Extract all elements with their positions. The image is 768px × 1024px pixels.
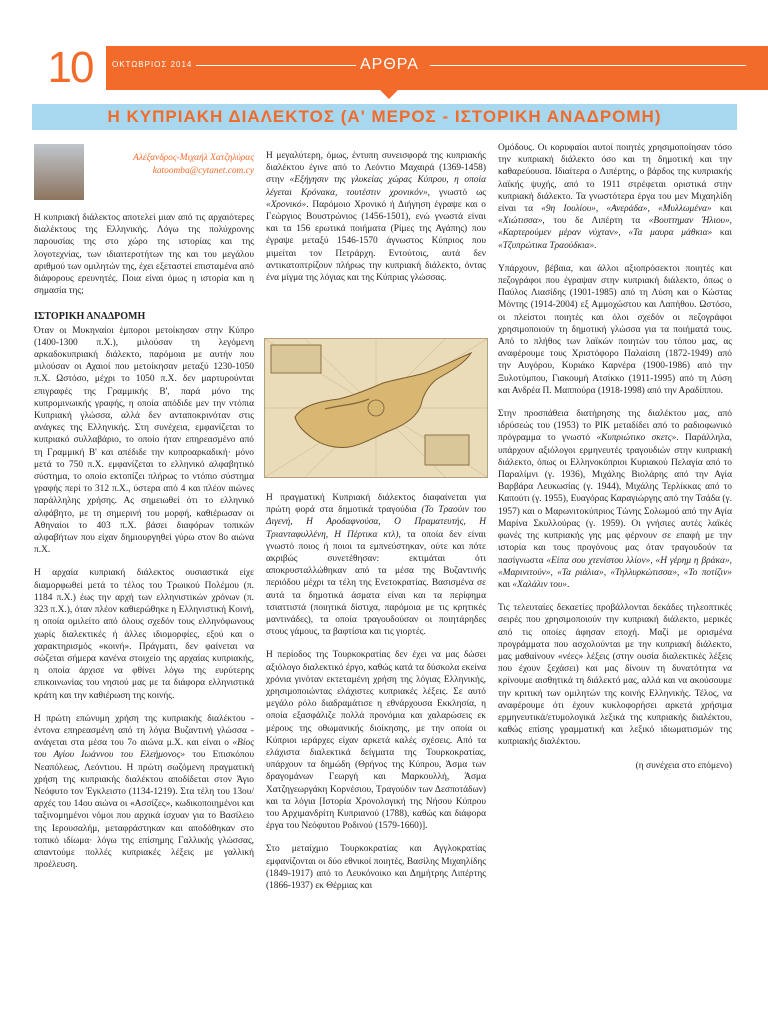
paragraph: Η πραγματική Κυπριακή διάλεκτος διαφαίνεται για πρώτη φορά στα δημοτικά τραγούδια (Το Τραούιν του Διγενή, Η Αροδαφνούσα, Ο Πραματευτής, Η Τριανταφυλλένη, Η Πέρτικα κτλ), τα οποία δεν είναι γνωστό ποιος ή ποιοι τα εμπνεύστηκαν, ούτε και πότε ακριβώς συνετέθησαν: εκτιμάται ότι αποκρυσταλλώθηκαν από τα μέσα της Βυζαντινής περιόδου μέχρι τα τέλη της Ενετοκρατίας. Βασισμένα σε αυτά τα δημοτικά άσματα είναι και τα περίφημα τσιαττιστά (ποιητικά δίστιχα, παρόμοια με τις κρητικές μαντινάδες), τα οποία τραγουδούσαν οι ποιητάρηδες στους γάμους, τα βαφτίσια και τις γιορτές.: [266, 493, 486, 638]
author-email[interactable]: katoomba@cytanet.com.cy: [152, 166, 254, 176]
column-2: [266, 150, 486, 892]
article-title: Η ΚΥΠΡΙΑΚΗ ΔΙΑΛΕΚΤΟΣ (Α' ΜΕΡΟΣ - ΙΣΤΟΡΙΚΗ ΑΝΑΔΡΟΜΗ): [107, 107, 662, 126]
header-rule-right: [430, 65, 746, 66]
subheading: ΙΣΤΟΡΙΚΗ ΑΝΑΔΡΟΜΗ: [34, 311, 146, 323]
header-rule-left: [196, 65, 356, 66]
historic-map-of-cyprus: [264, 338, 488, 478]
paragraph: Όταν οι Μυκηναίοι έμποροι μετοίκησαν στην Κύπρο (1400-1300 π.Χ.), μιλούσαν τη λεγόμενη αρκαδοκυπριακή διάλεκτο, παρόμοια με αυτήν που μιλούσαν οι Αχαιοί που μετοίκησαν μεταξύ 1230-1050 π.Χ. Ωστόσο, μέχρι το 1050 π.Χ. δεν μαρτυρούνται επιγραφές της Γραμμικής Β', παρά μόνο της κυπρομινωικής γραφής, η οποία απόδιδε μεν την ντόπια Κυπριακή γλώσσα, αλλά δεν ανταποκρινόταν στις ανάγκες της Ελληνικής. Στη συνέχεια, εμφανίζεται το κυπριακό συλλαβάριο, το οποίο ήταν επηρεασμένο από τη Γραμμική Β' και απέδιδε την κυπροαρκαδική· μόνο μετά το 750 π.Χ. εμφανίζεται το ελληνικό αλφαβητικό σύστημα, το οποίο εκτοπίζει πλήρως το ντόπιο σύστημα γραφής περί το 312 π.Χ., ύστερα από 4 και πλέον αιώνες παράλληλης χρήσης. Ας σημειωθεί ότι το ελληνικό αλφάβητο, με τη σημερινή του μορφή, καθιέρωσαν οι Αθηναίοι το 403 π.Χ. βάσει διαφόρων τοπικών αλφαβήτων που είχαν δημιουργηθεί γύρω στον 8ο αιώνα π.Χ.: [34, 325, 254, 556]
paragraph: Υπάρχουν, βέβαια, και άλλοι αξιοπρόσεκτοι ποιητές και πεζογράφοι που έγραψαν στην κυπριακή διάλεκτο, όπως ο Παύλος Λιασίδης (1901-1985) από τη Λύση και ο Κώστας Μόντης (1914-2004) εξ Αμμοχώστου και Λαπήθου. Ωστόσο, οι πλείστοι ποιητές και όλοι σχεδόν οι πεζογράφοι χρησιμοποιούν τη δημοτική γλώσσα για τα ποιήματά τους. Από το πλήθος των λαϊκών ποιητών του τόπου μας, ας αναφέρουμε τους Χριστόφορο Παλαίσιη (1872-1949) από την Αυγόρου, Κυριάκο Καρνέρα (1900-1986) από την Ξυλοτύμπου, Γιακουμή Ατσίκκο (1911-1995) από τη Λύση και Ανδρέα Π. Μαππούρα (1918-1998) από την Αραδίππου.: [498, 263, 732, 396]
section-label: ΑΡΘΡΑ: [360, 56, 419, 73]
intro-paragraph: Η κυπριακή διάλεκτος αποτελεί μιαν από τις αρχαιότερες διαλέκτους της Ελληνικής. Λόγω της πολύχρονης παρουσίας της στο χώρο της ιστορίας και της λογοτεχνίας, των ιδιαιτεροτήτων της και του μεγάλου αριθμού των ομιλητών της, έχει εξεταστεί επισταμένα από διάφορους ερευνητές. Ποια είναι όμως η ιστορία και η σημασία της;: [34, 213, 254, 297]
column-2-lower: [266, 492, 486, 903]
paragraph: Η αρχαία κυπριακή διάλεκτος ουσιαστικά είχε διαμορφωθεί μετά το τέλος του Τρωικού Πολέμου (π. 1184 π.Χ.) έως την αρχή των ελληνιστικών χρόνων (π. 323 π.Χ.), όταν πλέον καθιερώθηκε η Ελληνιστική Κοινή, η οποία ομιλείτο από όλους σχεδόν τους ελληνόφωνους χωρίς διαλεκτικές ή άλλες ιδιομορφίες, εξού και ο χαρακτηρισμός «κοινή». Πράγματι, δεν φαίνεται να σώζεται σήμερα κανένα στοιχείο της αρχαίας κυπριακής, η οποία άρχισε να φθίνει λόγω της ευρύτερης επικοινωνίας του νησιού μας με τα διάφορα ελληνιστικά κράτη και την καθιέρωση της κοινής.: [34, 568, 254, 701]
column-1: [34, 150, 254, 882]
paragraph: Η περίοδος της Τουρκοκρατίας δεν έχει να μας δώσει αξιόλογο διαλεκτικό έργο, καθώς κατά τα δύσκολα εκείνα χρόνια γινόταν εκτεταμένη χρήση της λόγιας Ελληνικής, χρησιμοποιώντας ελάχιστες κυπριακές λέξεις. Σε αυτό μεγάλο ρόλο διαδραμάτισε η εθνάρχουσα Εκκλησία, η οποία εξασφάλιζε πολλά προνόμια και χαλαρώσεις εκ μέρους της οθωμανικής διοίκησης, με την οποία οι Κύπριοι ιεράρχες είχαν αρκετά καλές σχέσεις. Από τα ελάχιστα διαλεκτικά δείγματα της Τουρκοκρατίας, υπάρχουν τα δημώδη (Θρήνος της Κύπρου, Άσμα των δραγομάνων Γεωργή και Μαρκουλλή, Άσμα Χατζηγεωργάκη Κορνέσιου, Τραγούδιν των Δεσποτάδων) και τα λόγια [Ιστορία Χρονολογική της Νήσου Κύπρου του Αρχιμανδρίτη Κυπριανού (1788), καθώς και διάφορα έργα του Νεόφυτου Ροδινού (1579-1660)].: [266, 650, 486, 832]
header-band: [106, 46, 768, 90]
continued-note: (η συνέχεια στο επόμενο): [635, 760, 732, 771]
issue-date: ΟΚΤΩΒΡΙΟΣ 2014: [112, 60, 193, 69]
author-name: Αλέξανδρος-Μιχαήλ Χατζηλύρας: [133, 153, 254, 163]
header-notch: [380, 90, 398, 99]
author-photo: [34, 144, 84, 200]
paragraph: Στο μεταίχμιο Τουρκοκρατίας και Αγγλοκρατίας εμφανίζονται οι δύο εθνικοί ποιητές, Βασίλης Μιχαηλίδης (1849-1917) από το Λευκόνοικο και Δημήτρης Λιπέρτης (1866-1937) εκ Θέρμιας και: [266, 844, 486, 892]
column-3: [498, 142, 732, 783]
paragraph: Ομόδους. Οι κορυφαίοι αυτοί ποιητές χρησιμοποίησαν τόσο την κυπριακή διάλεκτο όσο και τη δημοτική και την καθαρεύουσα. Ιδιαίτερα ο Λιπέρτης, ο βάρδος της κυπριακής λαϊκής ψυχής, από το 1911 στρέφεται οριστικά στην κυπριακή διάλεκτο. Τα γνωστότερα έργα του μεν Μιχαηλίδη είναι τα «9η Ιουλίου», «Ανεράδα», «Μυλλωμένα» και «Χιώτισσα», του δε Λιπέρτη τα «Βουττημαν Ήλιου», «Καρτερούμεν μέραν νύχταν», «Τα μαυρα μάθκια» και «Τζυπρώτικα Τραούδκια».: [498, 143, 733, 251]
paragraph: Τις τελευταίες δεκαετίες προβάλλονται δεκάδες τηλεοπτικές σειρές που χρησιμοποιούν την κυπριακή διάλεκτο, μερικές από τις οποίες άφησαν εποχή. Μαζί με ορισμένα προγράμματα που ασχολούνται με την κυπριακή διάλεκτο, μας μαθαίνουν «νέες» λέξεις (στην ουσία διαλεκτικές λέξεις που έχουν ξεχάσει) και μας δίνουν τη δυνατότητα να κρίνουμε αισθητικά τη διάλεκτό μας, αλλά και να ακούσουμε την κριτική των ομιλητών της κοινής Ελληνικής. Τέλος, να αναφέρουμε ότι έχουν κυκλοφορήσει αρκετά χρήσιμα ερμηνευτικά/ετυμολογικά λεξικά της κυπριακής διαλέκτου, καθώς επίσης γραμματική και λεξικό ιδιωματισμών της κυπριακής διαλέκτου.: [498, 603, 732, 748]
paragraph: Η πρώτη επώνυμη χρήση της κυπριακής διαλέκτου - έντονα επηρεασμένη από τη λόγια Βυζαντινή γλώσσα - ανάγεται στα μέσα του 7ο αιώνα μ.Χ. και είναι ο «Βίος του Αγίου Ιωάννου του Ελεήμονος» του Επισκόπου Νεαπόλεως, Λεόντιου. Η πρώτη σωζόμενη πραγματική χρήση της κυπριακής διαλέκτου αποδίδεται στον Άγιο Νεόφυτο τον Έγκλειστο (1134-1219). Στα τέλη του 13ου/αρχές του 14ου αιώνα οι «Ασσίζες», κωδικοποιημένοι και ταξινομημένοι νόμοι που αρχικά ίσχυαν για το Βασίλειο της Ιερουσαλήμ, μεταφράστηκαν και αποδόθηκαν στο τοπικό ιδίωμα· λόγω της επίσημης Γαλλικής γλώσσας, απαντούμε πολλές κυπριακές λέξεις με γαλλική προέλευση.: [34, 713, 254, 871]
map-illustration: [265, 339, 487, 477]
paragraph: Στην προσπάθεια διατήρησης της διαλέκτου μας, από ιδρύσεώς του (1953) το ΡΙΚ μεταδίδει από το ραδιοφωνικό πρόγραμμα το γνωστό «Κυπριώτικο σκετς». Παράλληλα, υπάρχουν αξιόλογοι ερμηνευτές τραγουδιών στην κυπριακή διάλεκτο, όπως οι Ελληνοκύπριοι Κυριακού Πελαγία από το Παραλίμνι (γ. 1936), Μιχάλης Βιολάρης από την Αγία Βαρβάρα Λευκωσίας (γ. 1944), Μιχάλης Τερλίκκας από το Καπούτι (γ. 1955), Ευαγόρας Καραγιώργης από την Τσάδα (γ. 1957) και ο Μαρωνιτοκύπριος Τώνης Σολωμού από την Αγία Μαρίνα Σκυλλούρας (γ. 1959). Οι γνήσιες αυτές λαϊκές φωνές της κυπριακής γης μας φέρνουν σε επαφή με την ιστορία και τους προγόνους μας όταν τραγουδούν τα πασίγνωστα «Είπα σου χτενίστου λλίον», «Η γέρημ η βράκα», «Μαρινιτούν», «Τα ριάλια», «Τηλλυρκώτισσα», «Το ποτίζιν» και «Χαλάλιν του».: [498, 409, 732, 590]
page-number: 10: [34, 46, 106, 90]
paragraph: Η μεγαλύτερη, όμως, έντυπη συνεισφορά της κυπριακής διαλέκτου έγινε από το Λεόντιο Μαχαιρά (1369-1458) στην «Εξήγησιν της γλυκείας χώρας Κύπρου, η οποία λέγεται Κρόνακα, τουτέστιν χρονικόν», γνωστό ως «Χρονικό». Παρόμοιο Χρονικό ή Διήγηση έγραψε και ο Γεώργιος Βουστρώνιος (1456-1501), ενώ γνωστά είναι και τα 156 ερωτικά ποιήματα (Ρίμες της Αγάπης) που έγραψε μεταξύ 1546-1570 άγνωστος Κύπριος που μιμείται τον Πετράρχη. Εντούτοις, αυτά δεν αντικατοπτρίζουν πλήρως την κυπριακή διάλεκτο, όντας ένα μίγμα της λόγιας και της Κύπριας γλώσσας.: [266, 151, 486, 284]
byline: [34, 150, 254, 206]
